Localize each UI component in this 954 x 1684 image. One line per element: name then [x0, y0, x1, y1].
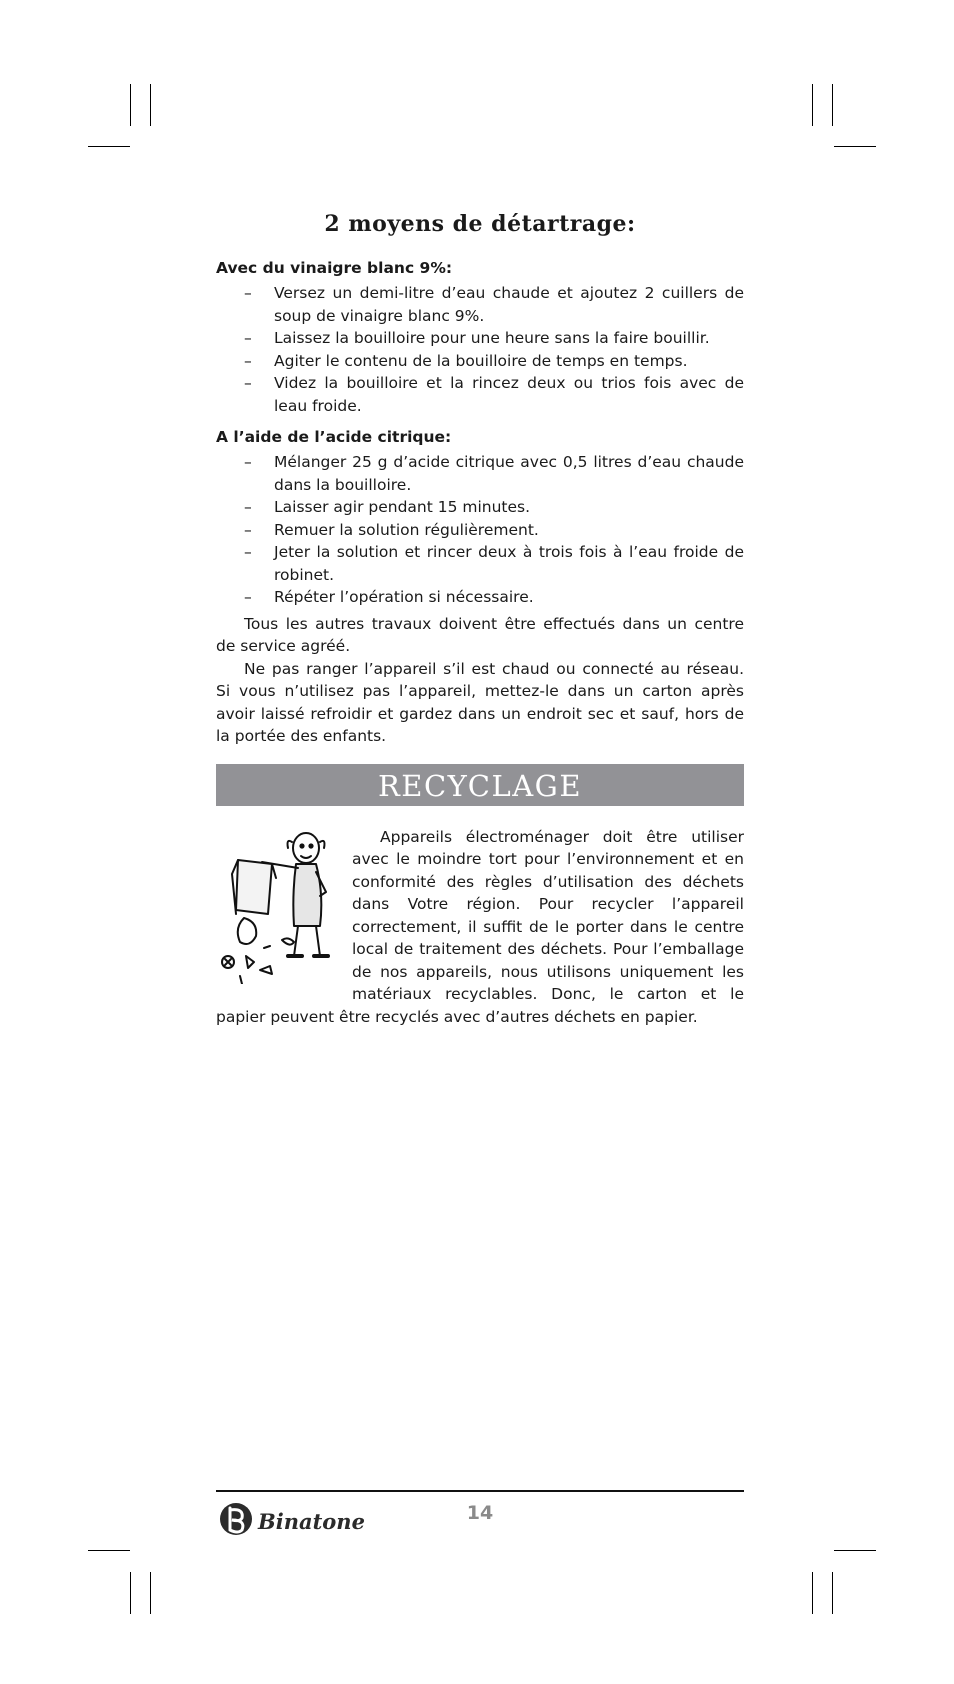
- crop-mark: [812, 1572, 813, 1614]
- list-item: – Laissez la bouilloire pour une heure sans la faire bouillir.: [216, 327, 744, 350]
- recycling-section-header: RECYCLAGE: [216, 764, 744, 806]
- footer-rule: [216, 1490, 744, 1492]
- service-paragraph: Tous les autres travaux doivent être effectués dans un centre de service agréé.: [216, 614, 744, 655]
- crop-mark: [130, 84, 131, 126]
- list-item: – Agiter le contenu de la bouilloire de temps en temps.: [216, 350, 744, 373]
- crop-mark: [832, 1572, 833, 1614]
- page-title: 2 moyens de détartrage:: [324, 211, 636, 237]
- page-number: 14: [466, 1502, 494, 1524]
- list-item: – Remuer la solution régulièrement.: [216, 519, 744, 542]
- list-item: – Mélanger 25 g d’acide citrique avec 0,5 litres d’eau chaude dans la bouilloire.: [244, 453, 744, 494]
- crop-mark: [150, 1572, 151, 1614]
- recycling-paragraph: Appareils électroménager doit être utiliser avec le moindre tort pour l’environnement et en conformité des règles d’utilisation des déchets dans Votre région. Pour recycler l’appareil correctement, il suffit de le porter dans le centre local de traitement des déchets. Pour l’emballage de nos appareils, nous utilisons uniquement les matériaux recyclables. Donc, le carton et le papier peuvent être recyclés avec d’autres déchets en papier.: [216, 827, 744, 1026]
- crop-mark: [812, 84, 813, 126]
- page-content: [216, 204, 744, 1028]
- binatone-logo: [218, 1500, 368, 1538]
- dash-bullet: –: [244, 453, 252, 471]
- list-item: – Laisser agir pendant 15 minutes.: [216, 496, 744, 519]
- list-item: – Jeter la solution et rincer deux à trois fois à l’eau froide de robinet.: [244, 543, 744, 584]
- section-citric-title: A l’aide de l’acide citrique:: [216, 428, 452, 446]
- crop-mark: [834, 146, 876, 147]
- list-item: – Versez un demi-litre d’eau chaude et ajoutez 2 cuillers de soup de vinaigre blanc 9%.: [244, 284, 744, 325]
- dash-bullet: –: [244, 351, 252, 370]
- crop-mark: [832, 84, 833, 126]
- brand-name: Binatone: [258, 1509, 365, 1534]
- crop-mark: [88, 1550, 130, 1551]
- dash-bullet: –: [244, 498, 252, 516]
- list-item: – Répéter l’opération si nécessaire.: [216, 586, 744, 609]
- crop-mark: [130, 1572, 131, 1614]
- vinegar-list: [216, 282, 744, 417]
- dash-bullet: –: [244, 374, 252, 392]
- crop-mark: [150, 84, 151, 126]
- list-item: – Videz la bouilloire et la rincez deux ou trios fois avec de leau froide.: [244, 374, 744, 415]
- binatone-logo-icon: [220, 1503, 252, 1535]
- section-vinegar-title: Avec du vinaigre blanc 9%:: [216, 259, 453, 277]
- dash-bullet: –: [244, 543, 252, 561]
- dash-bullet: –: [244, 329, 252, 347]
- storage-paragraph: Ne pas ranger l’appareil s’il est chaud ou connecté au réseau. Si vous n’utilisez pas l’appareil, mettez-le dans un carton après avoir laissé refroidir et gardez dans un endroit sec et sauf, hors de la portée des enfants.: [216, 659, 744, 745]
- dash-bullet: –: [244, 588, 252, 606]
- crop-mark: [834, 1550, 876, 1551]
- dash-bullet: –: [244, 284, 252, 302]
- crop-mark: [88, 146, 130, 147]
- recycling-section: [216, 826, 744, 1029]
- recycling-man-illustration: [216, 828, 344, 984]
- dash-bullet: –: [244, 520, 252, 539]
- citric-list: [216, 451, 744, 609]
